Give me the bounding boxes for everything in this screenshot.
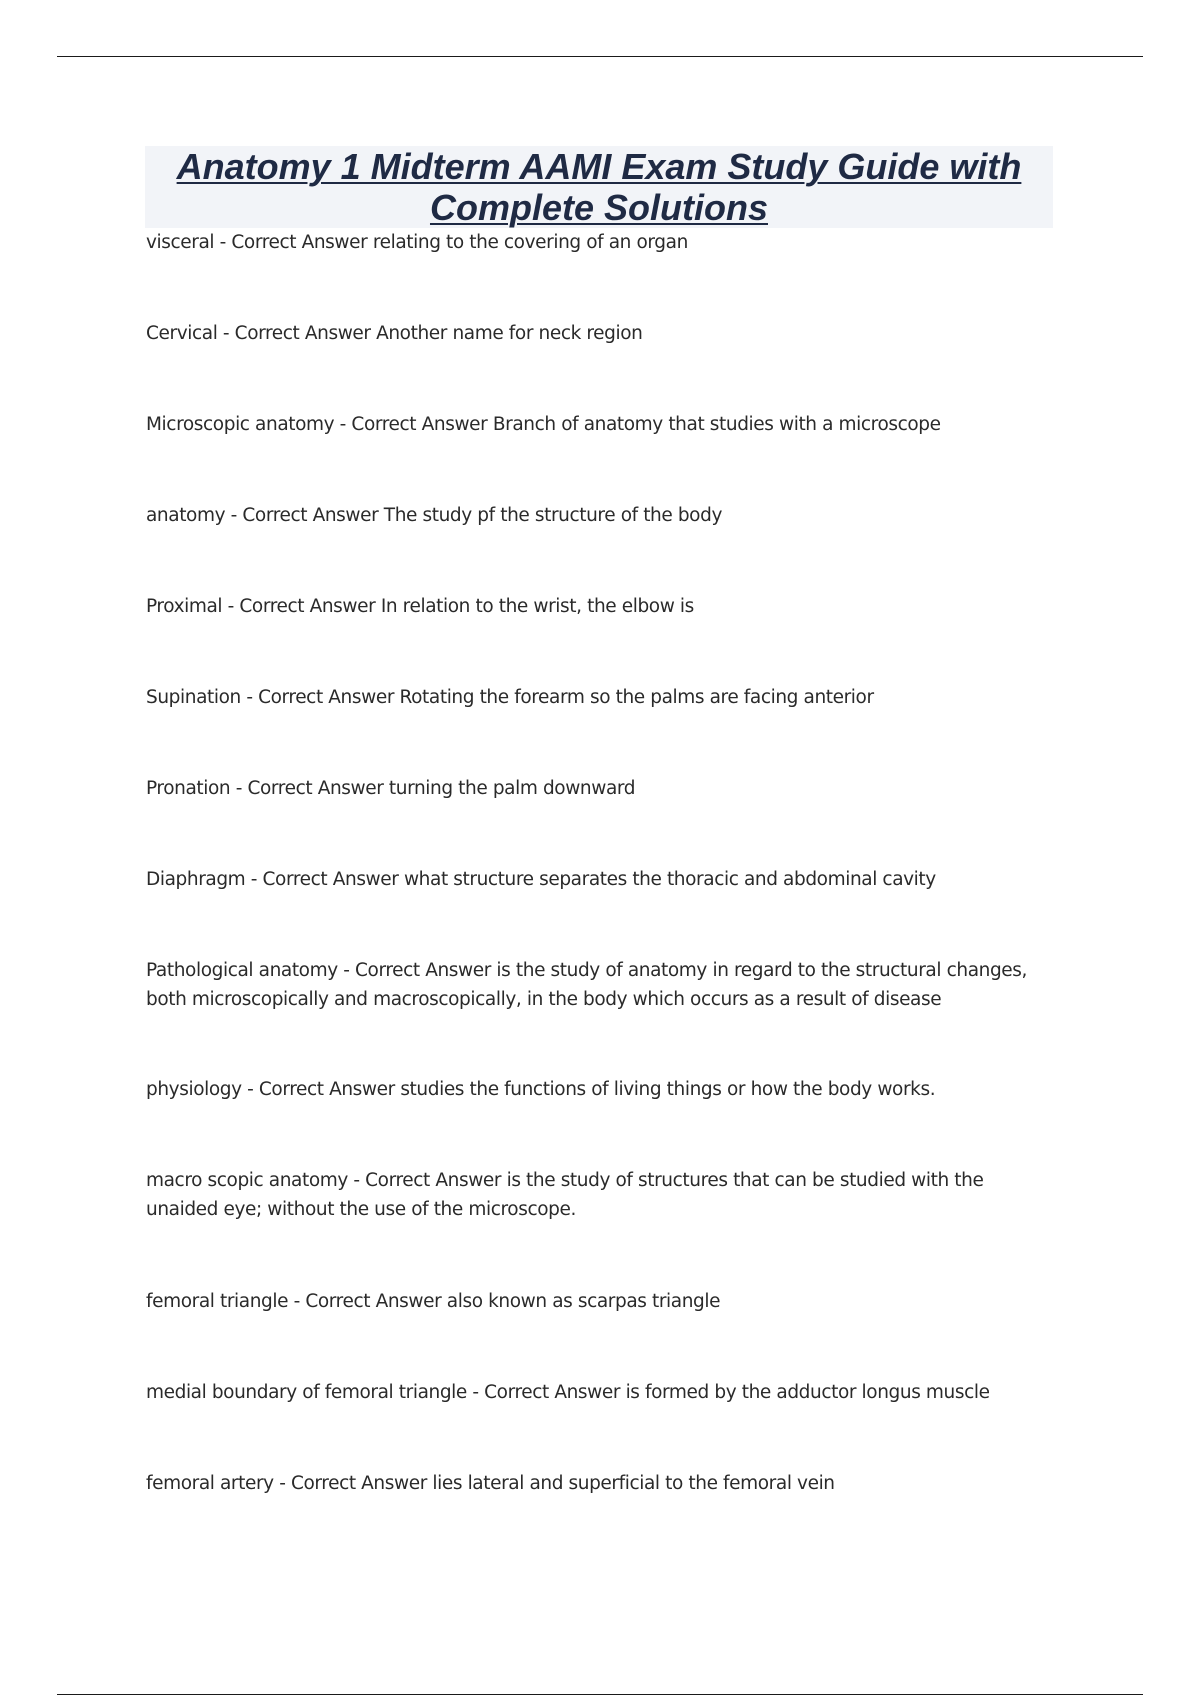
entry-pathological-anatomy: Pathological anatomy - Correct Answer is the study of anatomy in regard to the structural changes, both microscopically and macroscopically, in the body which occurs as a result of disease (146, 960, 1027, 1010)
bottom-rule (57, 1694, 1143, 1695)
entry-femoral-artery: femoral artery - Correct Answer lies lateral and superficial to the femoral vein (146, 1473, 835, 1494)
entry-visceral: visceral - Correct Answer relating to the covering of an organ (146, 232, 688, 253)
entry-anatomy: anatomy - Correct Answer The study pf the structure of the body (146, 505, 722, 526)
entry-diaphragm: Diaphragm - Correct Answer what structure separates the thoracic and abdominal cavity (146, 869, 936, 890)
entry-medial-boundary-femoral-triangle: medial boundary of femoral triangle - Correct Answer is formed by the adductor longus muscle (146, 1382, 990, 1403)
entry-cervical: Cervical - Correct Answer Another name for neck region (146, 323, 643, 344)
entry-microscopic-anatomy: Microscopic anatomy - Correct Answer Branch of anatomy that studies with a microscope (146, 414, 941, 435)
top-rule (57, 56, 1143, 57)
entry-proximal: Proximal - Correct Answer In relation to the wrist, the elbow is (146, 596, 694, 617)
entry-macroscopic-anatomy: macro scopic anatomy - Correct Answer is the study of structures that can be studied with the unaided eye; without the use of the microscope. (146, 1170, 984, 1220)
entry-physiology: physiology - Correct Answer studies the functions of living things or how the body works. (146, 1079, 936, 1100)
entry-pronation: Pronation - Correct Answer turning the palm downward (146, 778, 636, 799)
title-banner (145, 146, 1053, 228)
document-title: Anatomy 1 Midterm AAMI Exam Study Guide with Complete Solutions (176, 146, 1022, 228)
entry-femoral-triangle: femoral triangle - Correct Answer also known as scarpas triangle (146, 1291, 721, 1312)
entry-supination: Supination - Correct Answer Rotating the forearm so the palms are facing anterior (146, 687, 874, 708)
